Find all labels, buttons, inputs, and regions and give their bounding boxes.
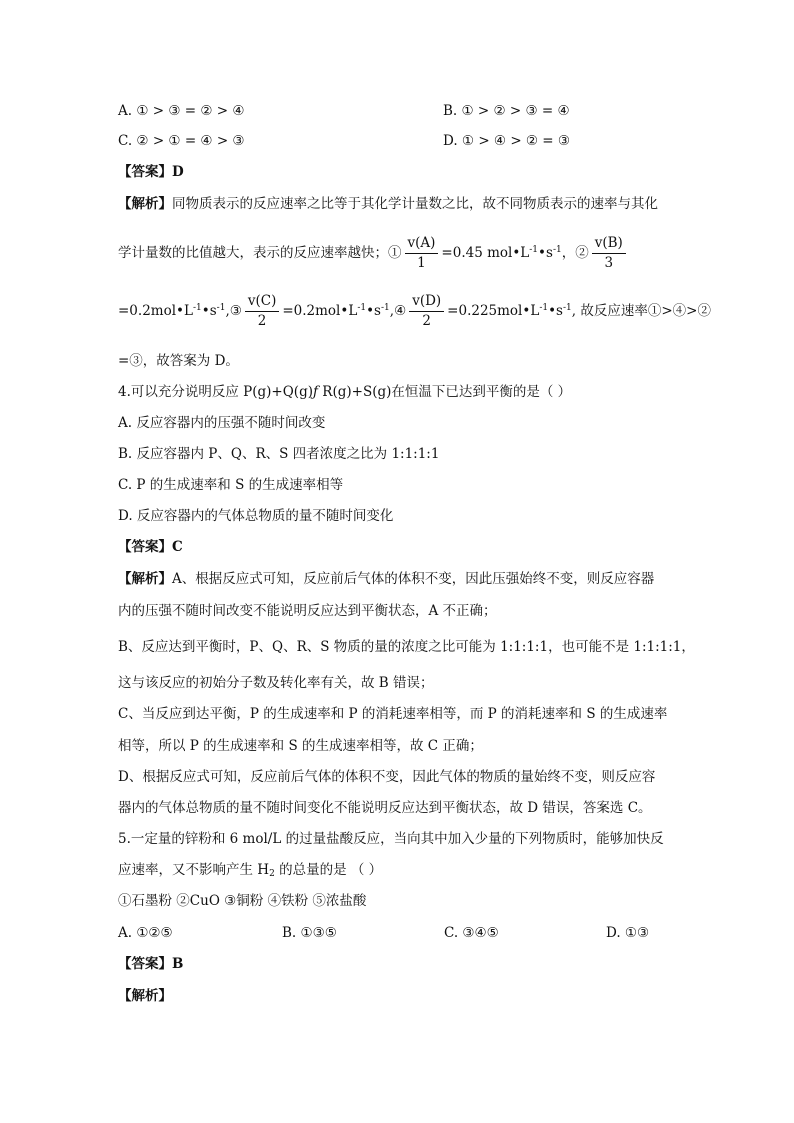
q4-analysis-line-5: C、当反应到达平衡，P 的生成速率和 P 的消耗速率相等，而 P 的消耗速率和 S 的生成速率 [118, 706, 668, 722]
q3-option-d: D. ① > ④ > ② = ③ [443, 133, 571, 149]
q5-option-d: D. ①③ [606, 925, 650, 941]
q3-analysis-line-3: $=0.2mol•L^{-1}•s^{-1},③$ $\frac{v(C)}{2}$ $=0.2mol•L^{-1}•s^{-1},④$ $\frac{v(D)}{2}$ $=0.225mol•L^{-1}•s^{-1}$, 故反应速率①>④>② [118, 293, 711, 329]
fraction-v-a: $\frac{v(A)}{1}$ [405, 236, 439, 271]
q5-option-b: B. ①③⑤ [282, 925, 337, 941]
q3-option-a: A. ① > ③ = ② > ④ [118, 103, 245, 119]
q3-answer: 【答案】D [118, 164, 184, 180]
q3-analysis-line-4: =③，故答案为 D。 [118, 353, 239, 369]
q5-option-c: C. ③④⑤ [444, 925, 499, 941]
equilibrium-symbol: ƒ [313, 384, 318, 400]
q4-analysis-line-8: 器内的气体总物质的量不随时间变化不能说明反应达到平衡状态，故 D 错误，答案选 C。 [118, 800, 652, 816]
fraction-v-d: $\frac{v(D)}{2}$ [409, 294, 444, 329]
q4-answer: 【答案】C [118, 539, 183, 555]
q4-analysis-line-7: D、根据反应式可知，反应前后气体的体积不变，因此气体的物质的量始终不变，则反应容 [118, 769, 656, 785]
q3-option-b: B. ① > ② > ③ = ④ [443, 103, 570, 119]
fraction-v-c: $\frac{v(C)}{2}$ [245, 294, 280, 329]
q5-analysis-tag: 【解析】 [118, 988, 172, 1004]
q5-option-a: A. ①②⑤ [118, 925, 173, 941]
q3-analysis-line-2: 学计量数的比值越大，表示的反应速率越快；① $\frac{v(A)}{1}$ =0.45 $mol•L^{-1}•s^{-1}$，② $\frac{v(B)}{3}$ [118, 236, 629, 271]
q5-stem-line-2: 应速率，又不影响产生 $H_2$ 的总量的是 （ ） [118, 862, 383, 879]
q3-analysis-tag: 【解析】 [118, 196, 172, 212]
q4-option-d: D. 反应容器内的气体总物质的量不随时间变化 [118, 508, 394, 524]
q5-answer: 【答案】B [118, 956, 184, 972]
q4-option-a: A. 反应容器内的压强不随时间改变 [118, 415, 326, 431]
q3-option-c: C. ② > ① = ④ > ③ [118, 133, 245, 149]
q5-stem-line-1: 5.一定量的锌粉和 6 mol/L 的过量盐酸反应，当向其中加入少量的下列物质时，能够加快反 [118, 831, 664, 847]
q5-items: ①石墨粉 ②CuO ③铜粉 ④铁粉 ⑤浓盐酸 [118, 893, 367, 909]
q4-analysis-line-6: 相等，所以 P 的生成速率和 S 的生成速率相等，故 C 正确； [118, 738, 483, 754]
q3-analysis-line-1: 【解析】同物质表示的反应速率之比等于其化学计量数之比，故不同物质表示的速率与其化 [118, 196, 658, 212]
fraction-v-b: $\frac{v(B)}{3}$ [592, 236, 626, 271]
q4-analysis-line-4: 这与该反应的初始分子数及转化率有关，故 B 错误； [118, 675, 434, 691]
q4-option-c: C. P 的生成速率和 S 的生成速率相等 [118, 477, 344, 493]
q4-stem: 4.可以充分说明反应 P(g)+Q(g)ƒ R(g)+S(g)在恒温下已达到平衡的是（ ） [118, 384, 572, 400]
q4-analysis-line-1: 【解析】A、根据反应式可知，反应前后气体的体积不变，因此压强始终不变，则反应容器 [118, 571, 655, 587]
q4-analysis-tag: 【解析】 [118, 571, 172, 587]
q4-option-b: B. 反应容器内 P、Q、R、S 四者浓度之比为 1:1:1:1 [118, 446, 440, 462]
q4-analysis-line-3: B、反应达到平衡时，P、Q、R、S 物质的量的浓度之比可能为 1:1:1:1，也可能不是 1:1:1:1， [118, 639, 695, 655]
q4-analysis-line-2: 内的压强不随时间改变不能说明反应达到平衡状态，A 不正确； [118, 603, 497, 619]
